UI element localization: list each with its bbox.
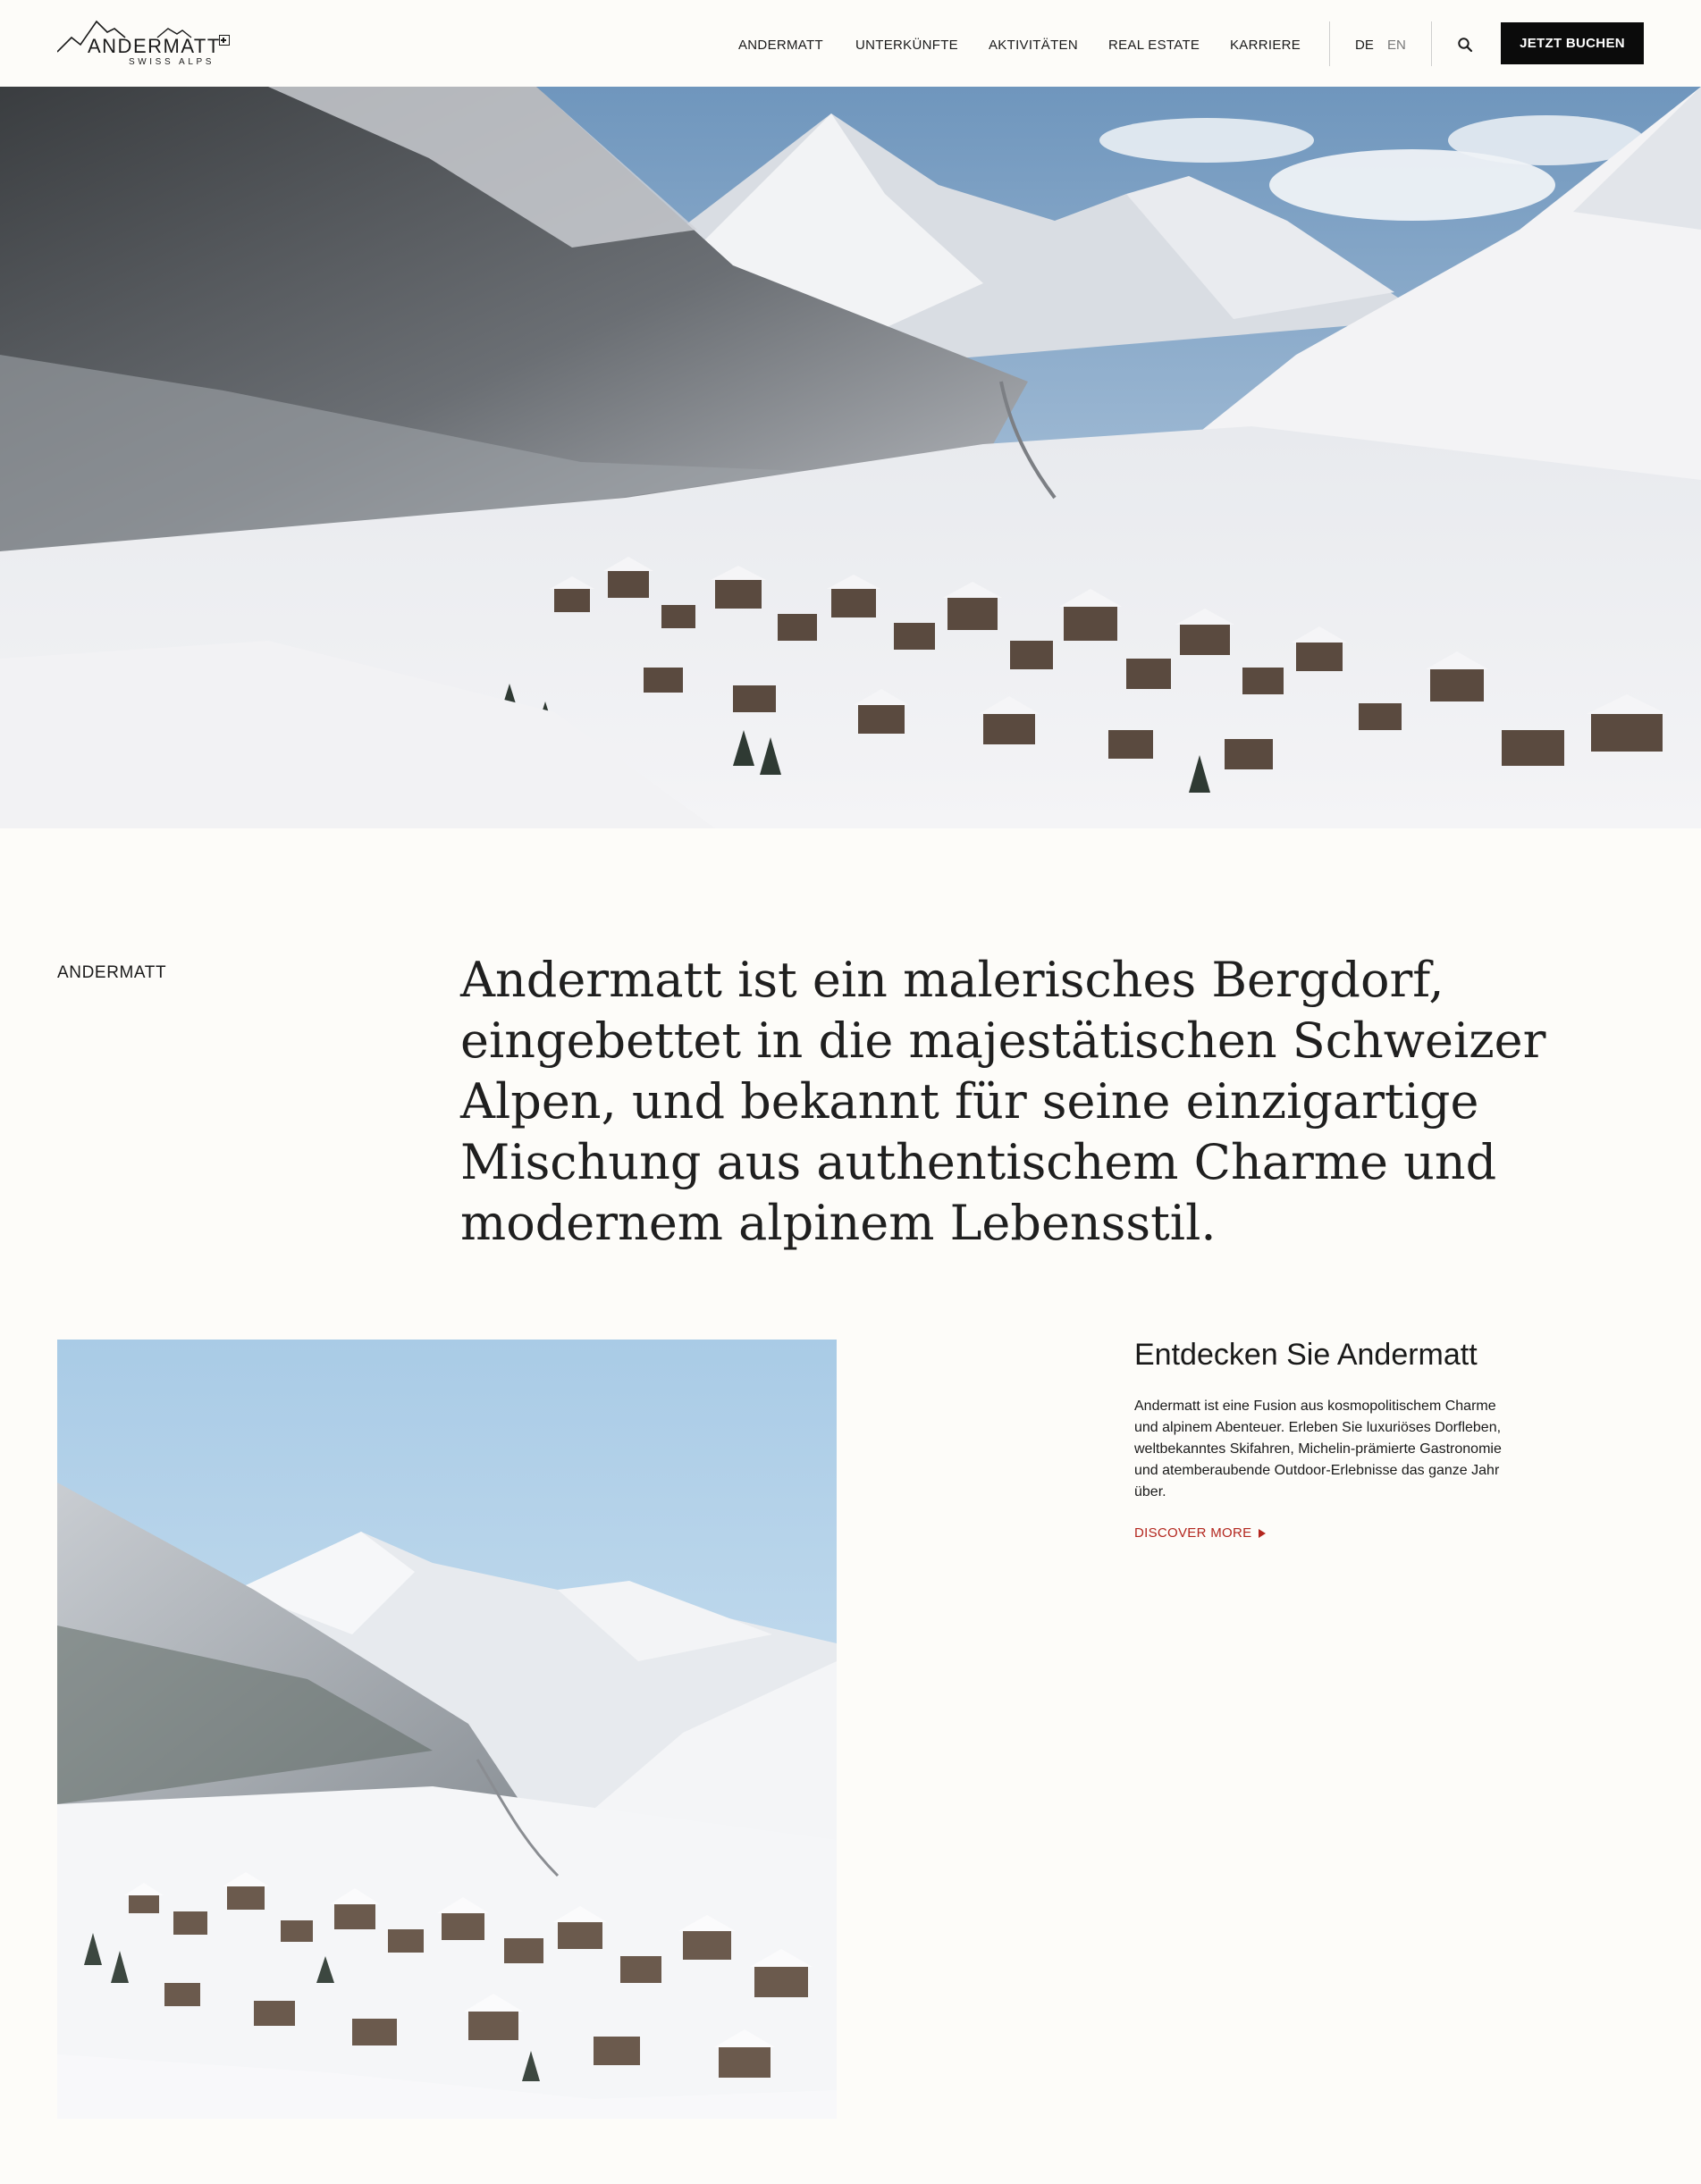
brand-tagline: SWISS ALPS bbox=[129, 57, 215, 67]
nav-divider bbox=[1329, 21, 1330, 66]
book-now-button[interactable]: JETZT BUCHEN bbox=[1501, 22, 1644, 64]
hero-image bbox=[0, 87, 1701, 828]
discover-more-link[interactable] bbox=[1134, 1525, 1266, 1541]
hero-landscape-image bbox=[0, 87, 1701, 828]
lang-de[interactable]: DE bbox=[1355, 38, 1374, 53]
discover-image bbox=[57, 1340, 837, 2119]
discover-more-label: DISCOVER MORE bbox=[1134, 1525, 1252, 1541]
brand-name: ANDERMATT bbox=[88, 35, 221, 57]
arrow-right-icon bbox=[1259, 1529, 1266, 1538]
village-winter-image bbox=[57, 1340, 837, 2119]
nav-item-karriere[interactable]: KARRIERE bbox=[1230, 38, 1301, 53]
nav-divider bbox=[1431, 21, 1432, 66]
nav-item-andermatt[interactable]: ANDERMATT bbox=[738, 38, 823, 53]
brand-logo[interactable] bbox=[57, 18, 236, 70]
swiss-cross-icon bbox=[219, 35, 230, 46]
section-label: ANDERMATT bbox=[57, 963, 167, 982]
discover-description: Andermatt ist eine Fusion aus kosmopolitischem Charme und alpinem Abenteuer. Erleben Sie luxuriöses Dorfleben, weltbekanntes Skifahren, Michelin-prämierte Gastronomie und atemberaubende Outdoor-Erlebnisse das ganze Jahr über. bbox=[1134, 1399, 1502, 1499]
discover-title: Entdecken Sie Andermatt bbox=[1134, 1338, 1478, 1372]
nav-item-aktivitaeten[interactable]: AKTIVITÄTEN bbox=[989, 38, 1078, 53]
search-icon[interactable] bbox=[1457, 37, 1473, 53]
site-header bbox=[0, 0, 1701, 87]
lang-en[interactable]: EN bbox=[1387, 38, 1406, 53]
nav-item-real-estate[interactable]: REAL ESTATE bbox=[1108, 38, 1200, 53]
intro-statement: Andermatt ist ein malerisches Bergdorf, eingebettet in die majestätischen Schweizer Alpen, und bekannt für seine einzigartige Mischung aus authentischem Charme und modernem alpinem Lebensstil. bbox=[460, 952, 1546, 1251]
nav-item-unterkuenfte[interactable]: UNTERKÜNFTE bbox=[855, 38, 958, 53]
